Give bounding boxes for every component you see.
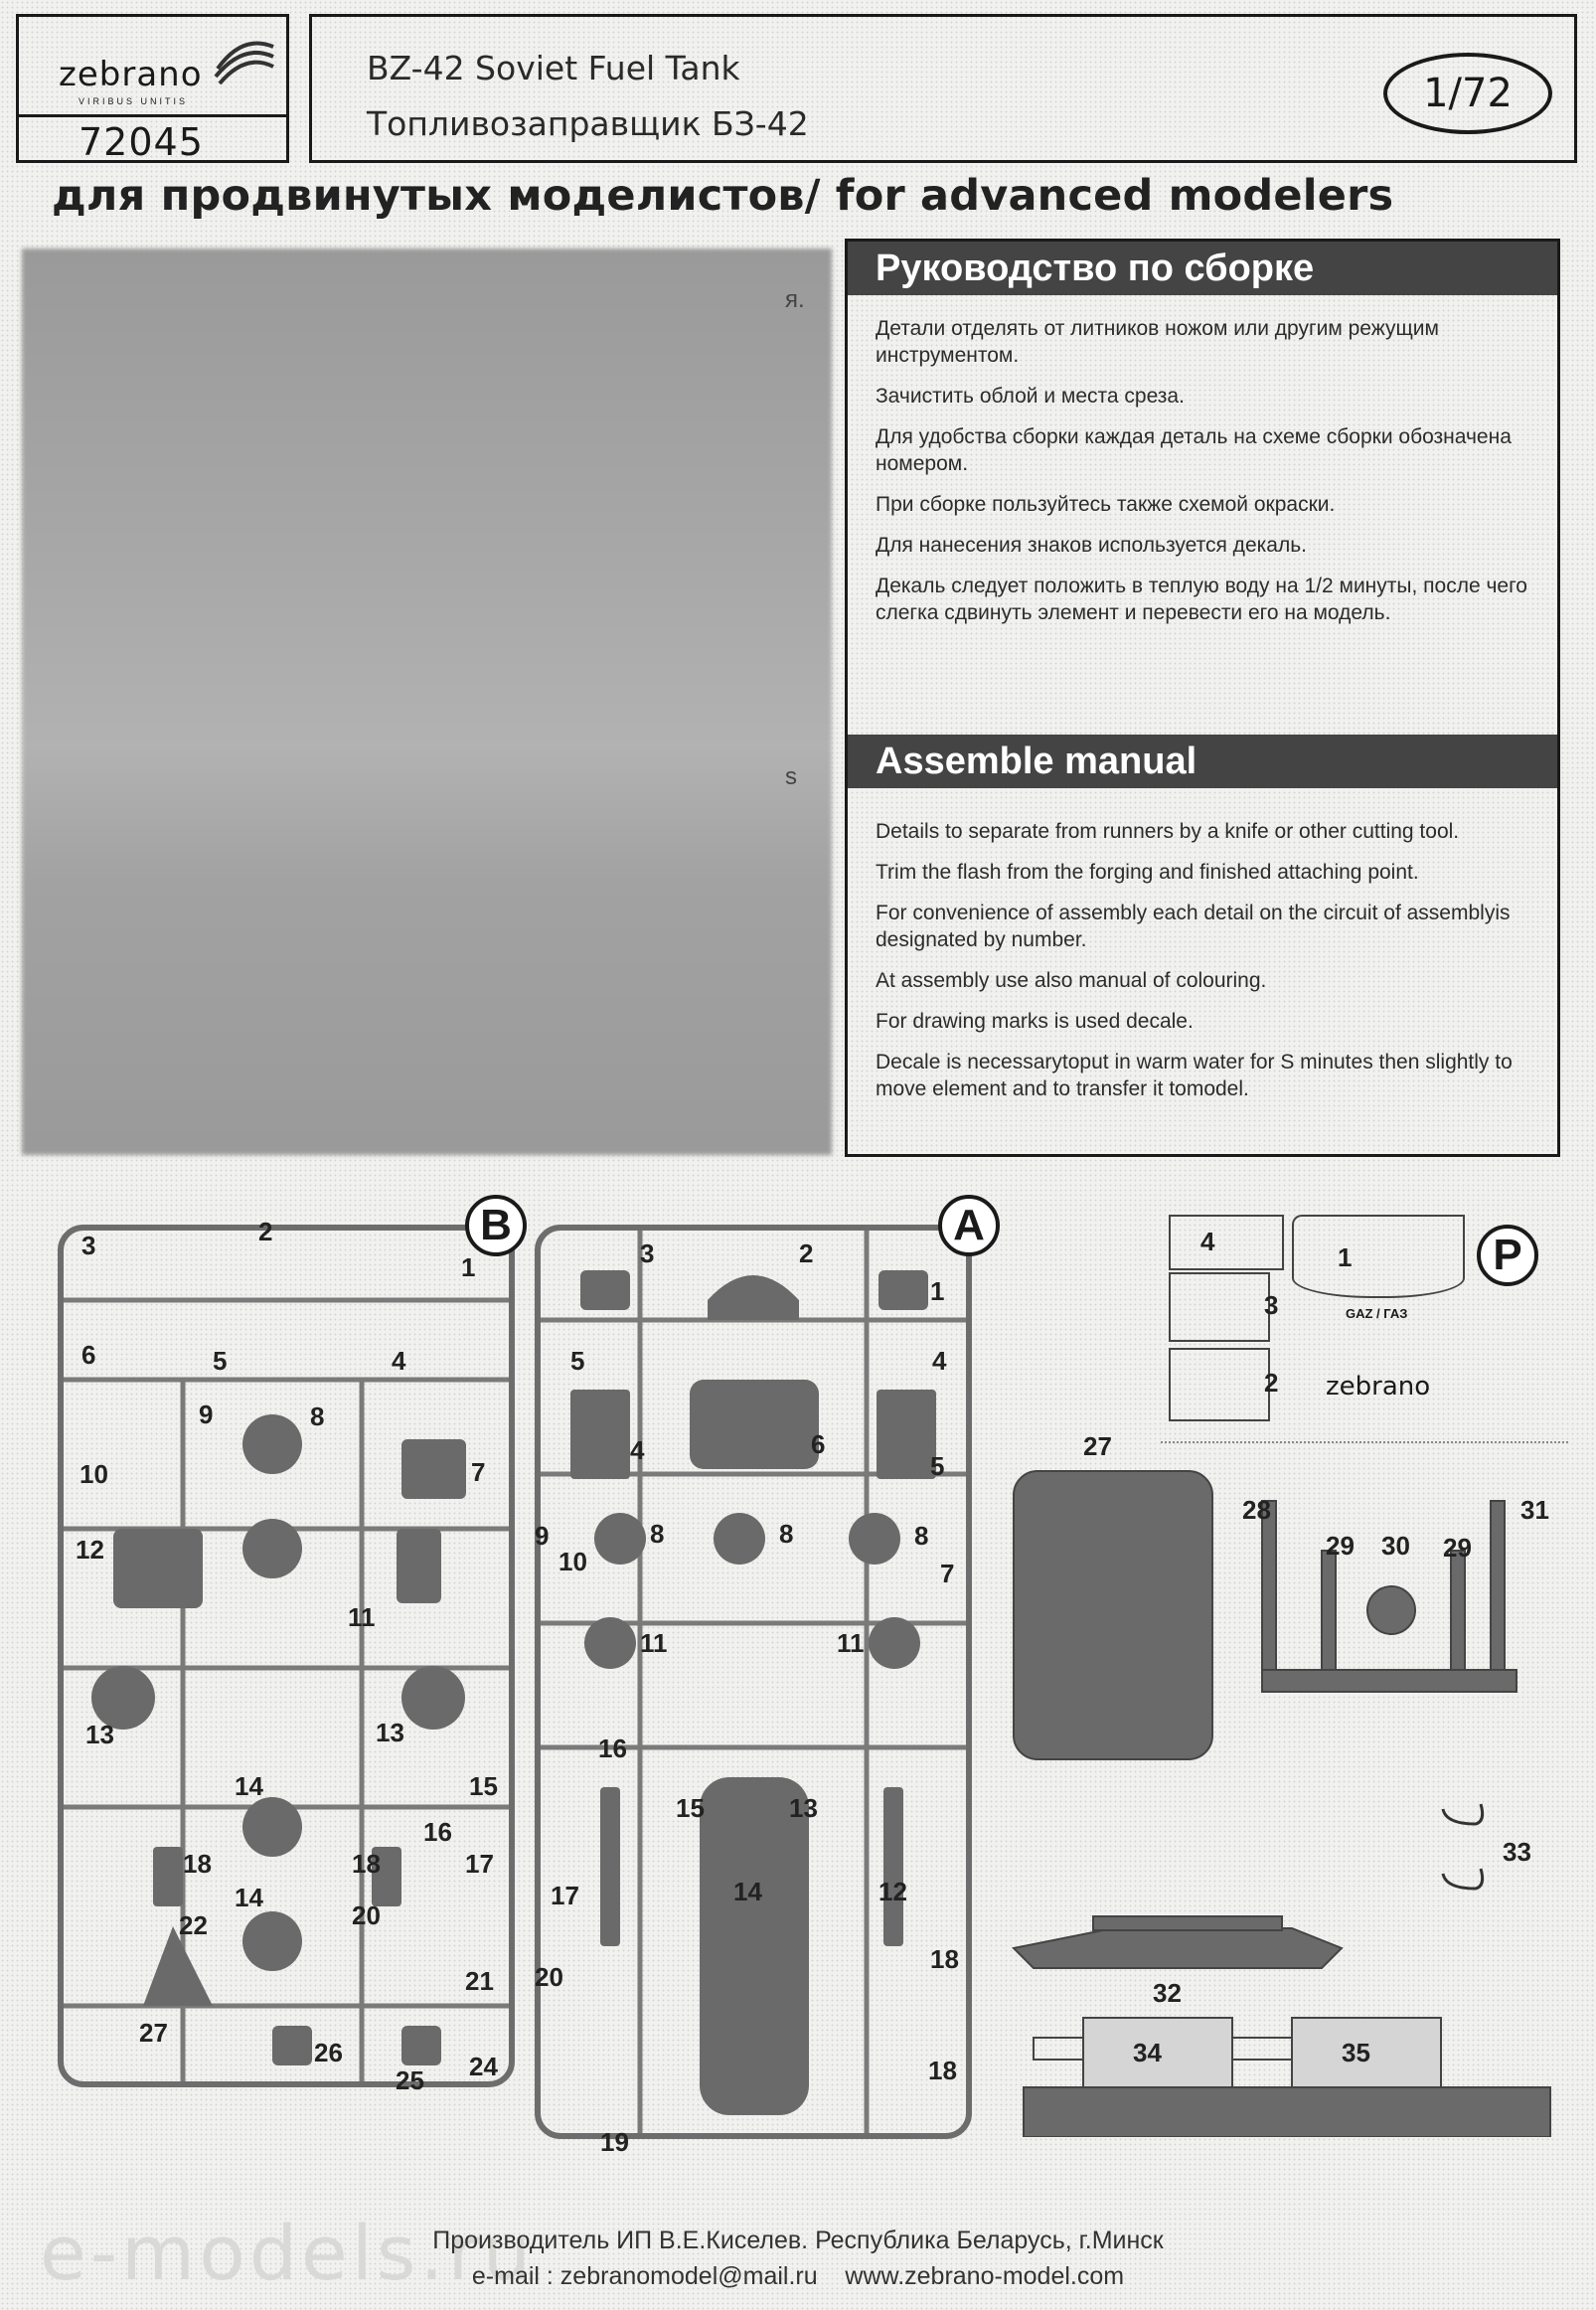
logo-box (16, 14, 289, 163)
part-number: 21 (465, 1966, 494, 1996)
part-number: 27 (139, 2018, 168, 2048)
part-number: 6 (81, 1340, 96, 1370)
part-number: 18 (930, 1944, 959, 1974)
panel-ru-body (876, 315, 1531, 640)
watermark: e-models.ru (40, 2209, 535, 2297)
part-number: 4 (630, 1435, 645, 1465)
part-number: 18 (352, 1849, 381, 1879)
blurred-fragment-1: я. (785, 286, 805, 313)
sprue-a (535, 1201, 985, 2157)
part-number: 11 (837, 1628, 865, 1658)
part-number: 20 (535, 1962, 563, 1992)
sprue-a-runners (541, 1231, 966, 2133)
p-gas-label: GAZ / ГАЗ (1346, 1306, 1408, 1321)
sprue-p (1161, 1203, 1568, 1443)
footer-line-2: e-mail : zebranomodel@mail.ru www.zebrano-model.com (471, 2262, 1125, 2290)
brand-tagline: VIRIBUS UNITIS (79, 96, 189, 106)
part-number: 13 (789, 1793, 818, 1823)
scale-badge (1383, 53, 1552, 134)
part-number: 2 (258, 1217, 273, 1246)
part-number: 11 (640, 1628, 668, 1658)
part-number: 16 (598, 1733, 627, 1763)
part-number: 8 (650, 1519, 665, 1549)
ru-para: Зачистить облой и места среза. (876, 385, 1185, 408)
part-number: 8 (914, 1521, 929, 1551)
footer-line-1: Производитель ИП В.Е.Киселев. Республика Беларусь, г.Минск (432, 2227, 1164, 2254)
part-number: 3 (81, 1231, 96, 1260)
part-number: 25 (396, 2065, 424, 2095)
en-para: Details to separate from runners by a knife or other cutting tool. (876, 820, 1460, 843)
part-number: 35 (1342, 2038, 1370, 2067)
blurred-region (22, 248, 832, 1155)
ru-para: Для нанесения знаков используется декаль. (876, 534, 1307, 557)
headline: для продвинутых моделистов/ for advanced modelers (52, 171, 1394, 221)
part-number: 4 (932, 1346, 947, 1376)
part-number: 10 (559, 1547, 587, 1576)
part-number: 32 (1153, 1978, 1182, 2008)
panel-en-title: Assemble manual (848, 735, 1557, 788)
part-number: 2 (1264, 1368, 1279, 1398)
part-number: 9 (199, 1400, 214, 1429)
part-number: 29 (1443, 1533, 1472, 1563)
panel-ru-title: Руководство по сборке (848, 242, 1557, 295)
part-number: 15 (469, 1771, 498, 1801)
extra-parts-drawing (994, 1431, 1580, 2137)
en-para: For drawing marks is used decale. (876, 1010, 1194, 1033)
p-part-4 (1169, 1215, 1284, 1270)
sprue-p-label: P (1477, 1225, 1538, 1286)
p-part-3 (1169, 1272, 1270, 1342)
part-number: 7 (940, 1559, 955, 1588)
part-number: 34 (1133, 2038, 1162, 2067)
sprue-b-runners (64, 1231, 509, 2081)
en-para: For convenience of assembly each detail on the circuit of assemblyis designated by number. (876, 902, 1511, 951)
instructions-panel (845, 239, 1560, 1157)
part-number: 6 (811, 1429, 826, 1459)
part-number: 18 (928, 2056, 957, 2085)
part-number: 2 (799, 1238, 814, 1268)
part-number: 16 (423, 1817, 452, 1847)
sprue-b-label: B (465, 1195, 527, 1256)
part-number: 31 (1520, 1495, 1549, 1525)
part-number: 17 (465, 1849, 494, 1879)
part-number: 13 (85, 1720, 114, 1749)
part-number: 12 (76, 1535, 104, 1565)
ru-para: Для удобства сборки каждая деталь на схеме сборки обозначена номером. (876, 425, 1512, 475)
part-number: 14 (733, 1877, 762, 1906)
part-number: 18 (183, 1849, 212, 1879)
p-part-2 (1169, 1348, 1270, 1421)
brand-mark-icon (208, 29, 277, 88)
part-number: 4 (392, 1346, 406, 1376)
ru-para: Детали отделять от литников ножом или другим режущим инструментом. (876, 317, 1439, 367)
en-para: At assembly use also manual of colouring. (876, 969, 1267, 992)
part-number: 10 (80, 1459, 108, 1489)
part-number: 17 (551, 1881, 579, 1910)
part-number: 27 (1083, 1431, 1112, 1461)
sprue-b (58, 1201, 515, 2095)
blurred-fragment-2: s (785, 763, 797, 790)
part-number: 28 (1242, 1495, 1271, 1525)
panel-en-body (876, 818, 1541, 1116)
part-number: 3 (640, 1238, 655, 1268)
part-number: 15 (676, 1793, 705, 1823)
title-box (309, 14, 1577, 163)
brand-name: zebrano (59, 55, 203, 94)
part-number: 9 (535, 1521, 550, 1551)
part-number: 8 (310, 1402, 325, 1431)
part-number: 20 (352, 1900, 381, 1930)
part-number: 1 (461, 1252, 476, 1282)
part-number: 14 (235, 1771, 263, 1801)
title-ru: Топливозаправщик БЗ-42 (367, 104, 809, 143)
part-number: 4 (1200, 1227, 1215, 1256)
part-number: 19 (600, 2127, 629, 2157)
part-number: 8 (779, 1519, 794, 1549)
title-en: BZ-42 Soviet Fuel Tank (367, 49, 740, 87)
part-number: 13 (376, 1718, 404, 1747)
ru-para: Декаль следует положить в теплую воду на 1/2 минуты, после чего слегка сдвинуть элемент и перевести его на модель. (876, 575, 1527, 624)
part-number: 30 (1381, 1531, 1410, 1561)
part-number: 26 (314, 2038, 343, 2067)
part-number: 1 (1338, 1242, 1353, 1272)
en-para: Trim the flash from the forging and finished attaching point. (876, 861, 1419, 884)
en-para: Decale is necessarytoput in warm water for S minutes then slightly to move element and to transfer it tomodel. (876, 1051, 1513, 1100)
part-number: 1 (930, 1276, 945, 1306)
logo-divider (19, 114, 286, 117)
scale-value: 1/72 (1423, 71, 1513, 116)
part-number: 3 (1264, 1290, 1279, 1320)
p-brand: zebrano (1326, 1372, 1431, 1402)
ru-para: При сборке пользуйтесь также схемой окраски. (876, 493, 1336, 516)
part-number: 33 (1503, 1837, 1531, 1867)
part-number: 14 (235, 1883, 263, 1912)
part-number: 29 (1326, 1531, 1355, 1561)
part-number: 7 (471, 1457, 486, 1487)
p-part-1 (1292, 1215, 1465, 1298)
part-number: 5 (930, 1451, 945, 1481)
part-number: 12 (878, 1877, 907, 1906)
part-number: 11 (348, 1602, 376, 1632)
part-number: 5 (213, 1346, 228, 1376)
kit-number: 72045 (79, 120, 204, 164)
part-number: 5 (570, 1346, 585, 1376)
part-number: 22 (179, 1910, 208, 1940)
part-number: 24 (469, 2052, 498, 2081)
extra-parts (994, 1431, 1580, 2137)
sprue-a-label: A (938, 1195, 1000, 1256)
